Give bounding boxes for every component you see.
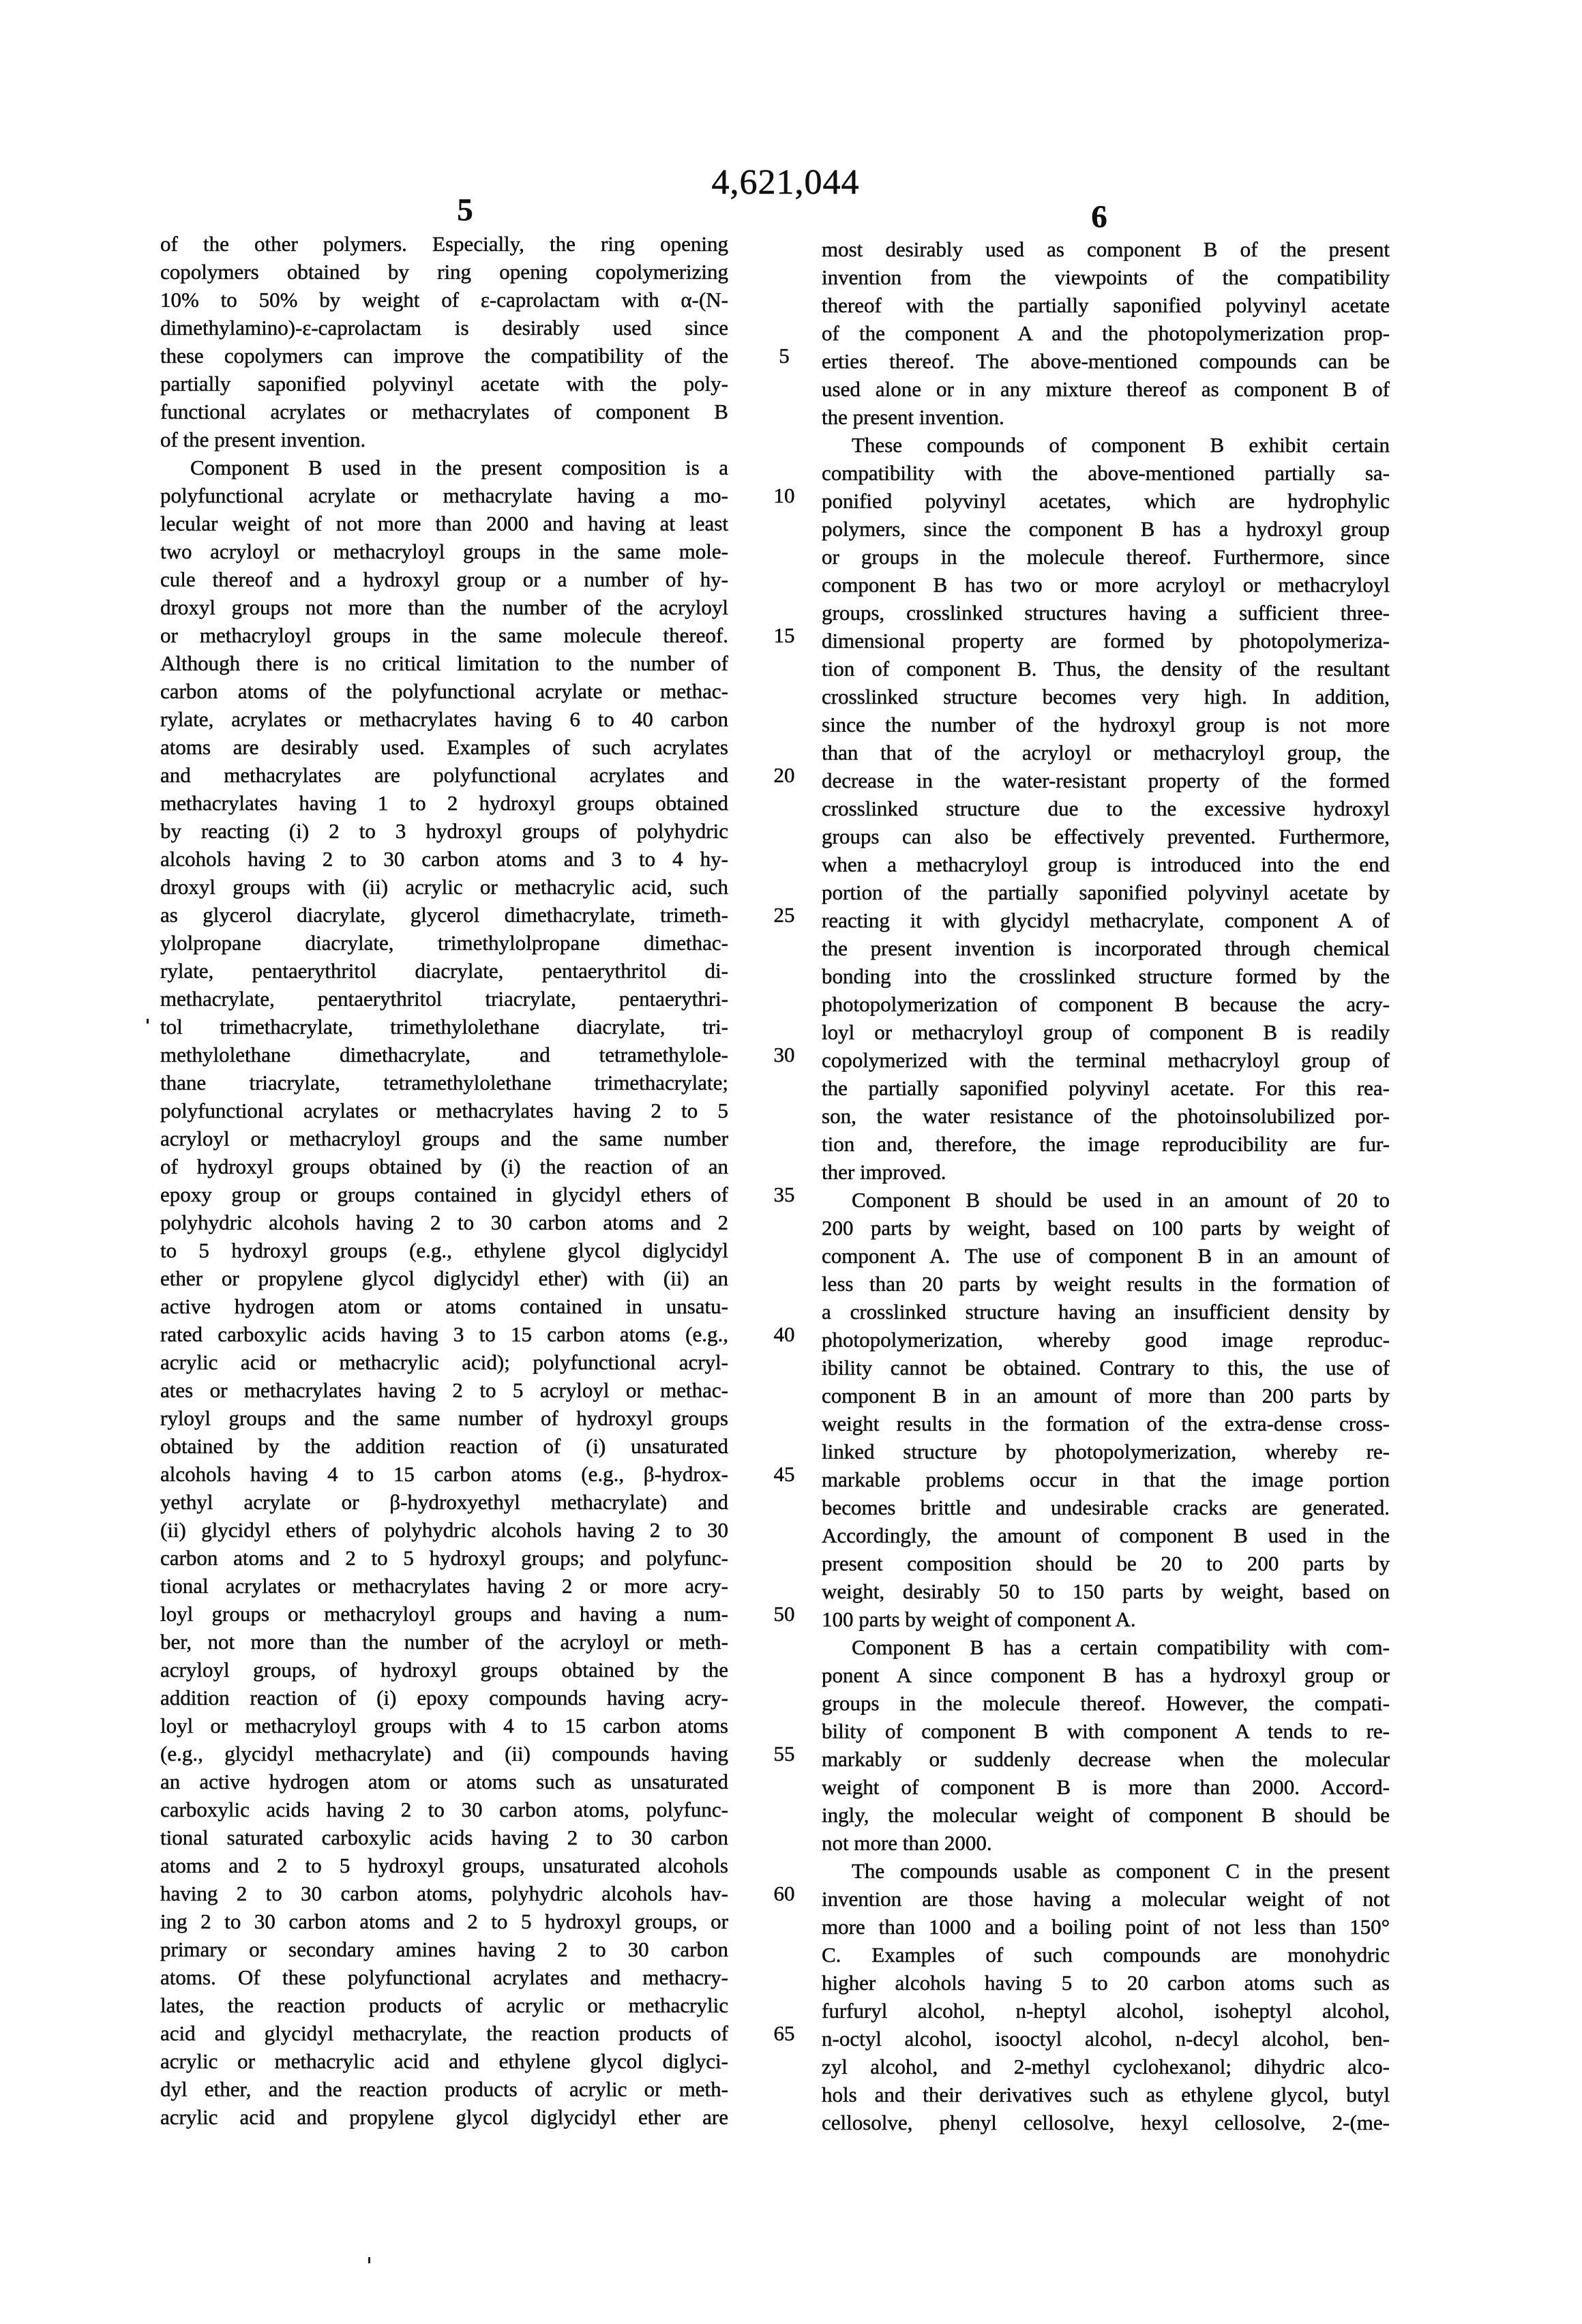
text-line: ther improved. xyxy=(822,1160,946,1184)
text-line: groups can also be effectively prevented. Furthermore, xyxy=(822,824,1390,848)
text-line: than that of the acryloyl or methacryloyl group, the xyxy=(822,741,1390,764)
text-line: atoms are desirably used. Examples of such acrylates xyxy=(160,735,728,759)
text-line: weight results in the formation of the extra-dense cross- xyxy=(822,1412,1390,1435)
text-line: Component B used in the present composition is a xyxy=(190,456,728,479)
text-line: higher alcohols having 5 to 20 carbon atoms such as xyxy=(822,1971,1390,1995)
line-number: 25 xyxy=(773,903,795,927)
text-line: ponified polyvinyl acetates, which are hydrophylic xyxy=(822,489,1390,513)
text-line: lates, the reaction products of acrylic or methacrylic xyxy=(160,1993,728,2017)
patent-number: 4,621,044 xyxy=(711,163,860,202)
text-line: less than 20 parts by weight results in the formation of xyxy=(822,1272,1390,1296)
text-line: component A. The use of component B in an amount of xyxy=(822,1244,1390,1268)
text-line: ibility cannot be obtained. Contrary to this, the use of xyxy=(822,1356,1390,1380)
text-line: to 5 hydroxyl groups (e.g., ethylene glycol diglycidyl xyxy=(160,1238,728,1262)
text-line: rated carboxylic acids having 3 to 15 carbon atoms (e.g., xyxy=(160,1322,728,1346)
line-number: 5 xyxy=(779,344,790,368)
text-line: acrylic acid or methacrylic acid); polyfunctional acryl- xyxy=(160,1350,728,1374)
line-number: 65 xyxy=(773,2021,795,2045)
text-line: ether or propylene glycol diglycidyl ether) with (ii) an xyxy=(160,1266,728,1290)
text-line: the partially saponified polyvinyl acetate. For this rea- xyxy=(822,1076,1390,1100)
text-line: lecular weight of not more than 2000 and having at least xyxy=(160,511,728,535)
text-line: polymers, since the component B has a hydroxyl group xyxy=(822,517,1390,541)
text-line: Although there is no critical limitation to the number of xyxy=(160,651,728,675)
text-line: markably or suddenly decrease when the molecular xyxy=(822,1747,1390,1771)
text-line: tion of component B. Thus, the density of the resultant xyxy=(822,657,1390,681)
text-line: not more than 2000. xyxy=(822,1831,992,1855)
text-line: epoxy group or groups contained in glycidyl ethers of xyxy=(160,1182,728,1206)
text-line: a crosslinked structure having an insufficient density by xyxy=(822,1300,1390,1324)
text-line: reacting it with glycidyl methacrylate, component A of xyxy=(822,908,1390,932)
text-line: of the component A and the photopolymerization prop- xyxy=(822,321,1390,345)
text-line: polyhydric alcohols having 2 to 30 carbon atoms and 2 xyxy=(160,1210,728,1234)
text-line: dyl ether, and the reaction products of acrylic or meth- xyxy=(160,2077,728,2101)
text-line: thane triacrylate, tetramethylolethane trimethacrylate; xyxy=(160,1071,728,1094)
line-number: 60 xyxy=(773,1881,795,1905)
text-line: rylate, pentaerythritol diacrylate, pentaerythritol di- xyxy=(160,959,728,983)
line-number: 45 xyxy=(773,1462,795,1486)
text-line: bility of component B with component A tends to re- xyxy=(822,1719,1390,1743)
text-line: photopolymerization, whereby good image reproduc- xyxy=(822,1328,1390,1352)
text-line: ryloyl groups and the same number of hydroxyl groups xyxy=(160,1406,728,1430)
text-line: markable problems occur in that the image portion xyxy=(822,1468,1390,1491)
text-line: dimensional property are formed by photopolymeriza- xyxy=(822,629,1390,653)
text-line: son, the water resistance of the photoinsolubilized por- xyxy=(822,1104,1390,1128)
text-line: groups, crosslinked structures having a sufficient three- xyxy=(822,601,1390,625)
text-line: n-octyl alcohol, isooctyl alcohol, n-decyl alcohol, ben- xyxy=(822,2027,1390,2051)
text-line: or groups in the molecule thereof. Furthermore, since xyxy=(822,545,1390,569)
text-line: These compounds of component B exhibit certain xyxy=(852,433,1390,457)
text-line: and methacrylates are polyfunctional acrylates and xyxy=(160,763,728,787)
text-line: groups in the molecule thereof. However, the compati- xyxy=(822,1691,1390,1715)
text-line: tion and, therefore, the image reproducibility are fur- xyxy=(822,1132,1390,1156)
text-line: addition reaction of (i) epoxy compounds having acry- xyxy=(160,1686,728,1710)
text-line: weight of component B is more than 2000. Accord- xyxy=(822,1775,1390,1799)
text-line: furfuryl alcohol, n-heptyl alcohol, isoheptyl alcohol, xyxy=(822,1999,1390,2023)
text-line: polyfunctional acrylates or methacrylates having 2 to 5 xyxy=(160,1099,728,1122)
text-line: erties thereof. The above-mentioned compounds can be xyxy=(822,349,1390,373)
text-line: portion of the partially saponified polyvinyl acetate by xyxy=(822,880,1390,904)
text-line: component B has two or more acryloyl or methacryloyl xyxy=(822,573,1390,597)
text-line: copolymers obtained by ring opening copolymerizing xyxy=(160,260,728,284)
text-line: acid and glycidyl methacrylate, the reaction products of xyxy=(160,2021,728,2045)
text-line: primary or secondary amines having 2 to 30 carbon xyxy=(160,1937,728,1961)
text-line: active hydrogen atom or atoms contained in unsatu- xyxy=(160,1294,728,1318)
text-line: The compounds usable as component C in the present xyxy=(852,1859,1390,1883)
text-line: methacrylate, pentaerythritol triacrylate, pentaerythri- xyxy=(160,987,728,1011)
scan-speck xyxy=(368,2257,370,2263)
text-line: obtained by the addition reaction of (i) unsaturated xyxy=(160,1434,728,1458)
text-line: tional saturated carboxylic acids having 2 to 30 carbon xyxy=(160,1826,728,1849)
column-number-left: 5 xyxy=(457,192,473,228)
text-line: invention are those having a molecular weight of not xyxy=(822,1887,1390,1911)
text-line: tional acrylates or methacrylates having 2 or more acry- xyxy=(160,1574,728,1598)
line-number: 10 xyxy=(773,483,795,507)
line-number: 15 xyxy=(773,623,795,647)
text-line: cule thereof and a hydroxyl group or a number of hy- xyxy=(160,567,728,591)
text-line: more than 1000 and a boiling point of not less than 150° xyxy=(822,1915,1390,1939)
line-number: 55 xyxy=(773,1742,795,1766)
text-line: acryloyl or methacryloyl groups and the same number xyxy=(160,1127,728,1150)
text-line: ates or methacrylates having 2 to 5 acryloyl or methac- xyxy=(160,1378,728,1402)
text-line: 200 parts by weight, based on 100 parts by weight of xyxy=(822,1216,1390,1240)
line-number: 50 xyxy=(773,1602,795,1626)
text-line: hols and their derivatives such as ethylene glycol, butyl xyxy=(822,2083,1390,2106)
text-line: bonding into the crosslinked structure formed by the xyxy=(822,964,1390,988)
line-number: 35 xyxy=(773,1182,795,1206)
text-line: Component B has a certain compatibility with com- xyxy=(852,1635,1390,1659)
text-line: polyfunctional acrylate or methacrylate having a mo- xyxy=(160,483,728,507)
text-line: an active hydrogen atom or atoms such as unsaturated xyxy=(160,1770,728,1793)
text-line: of the other polymers. Especially, the ring opening xyxy=(160,232,728,256)
text-line: 100 parts by weight of component A. xyxy=(822,1607,1136,1631)
text-line: dimethylamino)-ε-caprolactam is desirably used since xyxy=(160,316,728,340)
text-line: acryloyl groups, of hydroxyl groups obtained by the xyxy=(160,1658,728,1682)
text-line: zyl alcohol, and 2-methyl cyclohexanol; dihydric alco- xyxy=(822,2055,1390,2079)
text-line: ponent A since component B has a hydroxyl group or xyxy=(822,1663,1390,1687)
text-line: alcohols having 4 to 15 carbon atoms (e.g., β-hydrox- xyxy=(160,1462,728,1486)
text-line: becomes brittle and undesirable cracks are generated. xyxy=(822,1495,1390,1519)
text-line: (ii) glycidyl ethers of polyhydric alcohols having 2 to 30 xyxy=(160,1518,728,1542)
left-column-text xyxy=(160,230,728,2131)
text-line: droxyl groups with (ii) acrylic or methacrylic acid, such xyxy=(160,875,728,899)
text-line: acrylic acid and propylene glycol diglycidyl ether are xyxy=(160,2105,728,2129)
text-line: thereof with the partially saponified polyvinyl acetate xyxy=(822,293,1390,317)
text-line: (e.g., glycidyl methacrylate) and (ii) compounds having xyxy=(160,1742,728,1766)
text-line: loyl or methacryloyl group of component B is readily xyxy=(822,1020,1390,1044)
text-line: photopolymerization of component B because the acry- xyxy=(822,992,1390,1016)
text-line: used alone or in any mixture thereof as component B of xyxy=(822,377,1390,401)
text-line: Accordingly, the amount of component B used in the xyxy=(822,1523,1390,1547)
text-line: droxyl groups not more than the number of the acryloyl xyxy=(160,595,728,619)
text-line: acrylic or methacrylic acid and ethylene glycol diglyci- xyxy=(160,2049,728,2073)
text-line: crosslinked structure becomes very high. In addition, xyxy=(822,685,1390,709)
text-line: component B in an amount of more than 200 parts by xyxy=(822,1384,1390,1407)
text-line: loyl groups or methacryloyl groups and having a num- xyxy=(160,1602,728,1626)
text-line: compatibility with the above-mentioned partially sa- xyxy=(822,461,1390,485)
text-line: atoms. Of these polyfunctional acrylates and methacry- xyxy=(160,1965,728,1989)
line-number-gutter xyxy=(736,230,832,2139)
text-line: partially saponified polyvinyl acetate with the poly- xyxy=(160,372,728,396)
text-line: ingly, the molecular weight of component B should be xyxy=(822,1803,1390,1827)
text-line: functional acrylates or methacrylates of component B xyxy=(160,400,728,423)
text-line: carbon atoms of the polyfunctional acrylate or methac- xyxy=(160,679,728,703)
text-line: most desirably used as component B of the present xyxy=(822,237,1390,261)
text-line: of hydroxyl groups obtained by (i) the reaction of an xyxy=(160,1154,728,1178)
text-line: or methacryloyl groups in the same molecule thereof. xyxy=(160,623,728,647)
text-line: 10% to 50% by weight of ε-caprolactam with α-(N- xyxy=(160,288,728,312)
text-line: C. Examples of such compounds are monohydric xyxy=(822,1943,1390,1967)
text-line: crosslinked structure due to the excessive hydroxyl xyxy=(822,796,1390,820)
text-line: decrease in the water-resistant property of the formed xyxy=(822,769,1390,792)
text-line: methylolethane dimethacrylate, and tetramethylole- xyxy=(160,1043,728,1067)
text-line: ber, not more than the number of the acryloyl or meth- xyxy=(160,1630,728,1654)
text-line: present composition should be 20 to 200 parts by xyxy=(822,1551,1390,1575)
text-line: carboxylic acids having 2 to 30 carbon atoms, polyfunc- xyxy=(160,1798,728,1821)
text-line: two acryloyl or methacryloyl groups in the same mole- xyxy=(160,539,728,563)
text-line: weight, desirably 50 to 150 parts by weight, based on xyxy=(822,1579,1390,1603)
text-line: since the number of the hydroxyl group is not more xyxy=(822,713,1390,736)
text-line: of the present invention. xyxy=(160,428,366,451)
text-line: invention from the viewpoints of the compatibility xyxy=(822,265,1390,289)
line-number: 40 xyxy=(773,1322,795,1346)
text-line: by reacting (i) 2 to 3 hydroxyl groups of polyhydric xyxy=(160,819,728,843)
text-line: the present invention is incorporated through chemical xyxy=(822,936,1390,960)
text-line: as glycerol diacrylate, glycerol dimethacrylate, trimeth- xyxy=(160,903,728,927)
text-line: atoms and 2 to 5 hydroxyl groups, unsaturated alcohols xyxy=(160,1853,728,1877)
text-line: tol trimethacrylate, trimethylolethane diacrylate, tri- xyxy=(160,1015,728,1039)
text-line: when a methacryloyl group is introduced into the end xyxy=(822,852,1390,876)
text-line: methacrylates having 1 to 2 hydroxyl groups obtained xyxy=(160,791,728,815)
text-line: linked structure by photopolymerization, whereby re- xyxy=(822,1440,1390,1463)
text-line: ylolpropane diacrylate, trimethylolpropane dimethac- xyxy=(160,931,728,955)
text-line: carbon atoms and 2 to 5 hydroxyl groups; and polyfunc- xyxy=(160,1546,728,1570)
text-line: having 2 to 30 carbon atoms, polyhydric alcohols hav- xyxy=(160,1881,728,1905)
column-number-right: 6 xyxy=(1091,199,1107,235)
scan-speck xyxy=(147,1019,149,1024)
text-line: Component B should be used in an amount of 20 to xyxy=(852,1188,1390,1212)
text-line: yethyl acrylate or β-hydroxyethyl methacrylate) and xyxy=(160,1490,728,1514)
right-column-text xyxy=(822,235,1390,2136)
text-line: the present invention. xyxy=(822,405,1004,429)
text-line: these copolymers can improve the compatibility of the xyxy=(160,344,728,368)
text-line: ing 2 to 30 carbon atoms and 2 to 5 hydroxyl groups, or xyxy=(160,1909,728,1933)
line-number: 30 xyxy=(773,1043,795,1067)
text-line: alcohols having 2 to 30 carbon atoms and 3 to 4 hy- xyxy=(160,847,728,871)
text-line: rylate, acrylates or methacrylates having 6 to 40 carbon xyxy=(160,707,728,731)
text-line: cellosolve, phenyl cellosolve, hexyl cellosolve, 2-(me- xyxy=(822,2111,1390,2134)
text-line: loyl or methacryloyl groups with 4 to 15 carbon atoms xyxy=(160,1714,728,1738)
text-line: copolymerized with the terminal methacryloyl group of xyxy=(822,1048,1390,1072)
line-number: 20 xyxy=(773,763,795,787)
